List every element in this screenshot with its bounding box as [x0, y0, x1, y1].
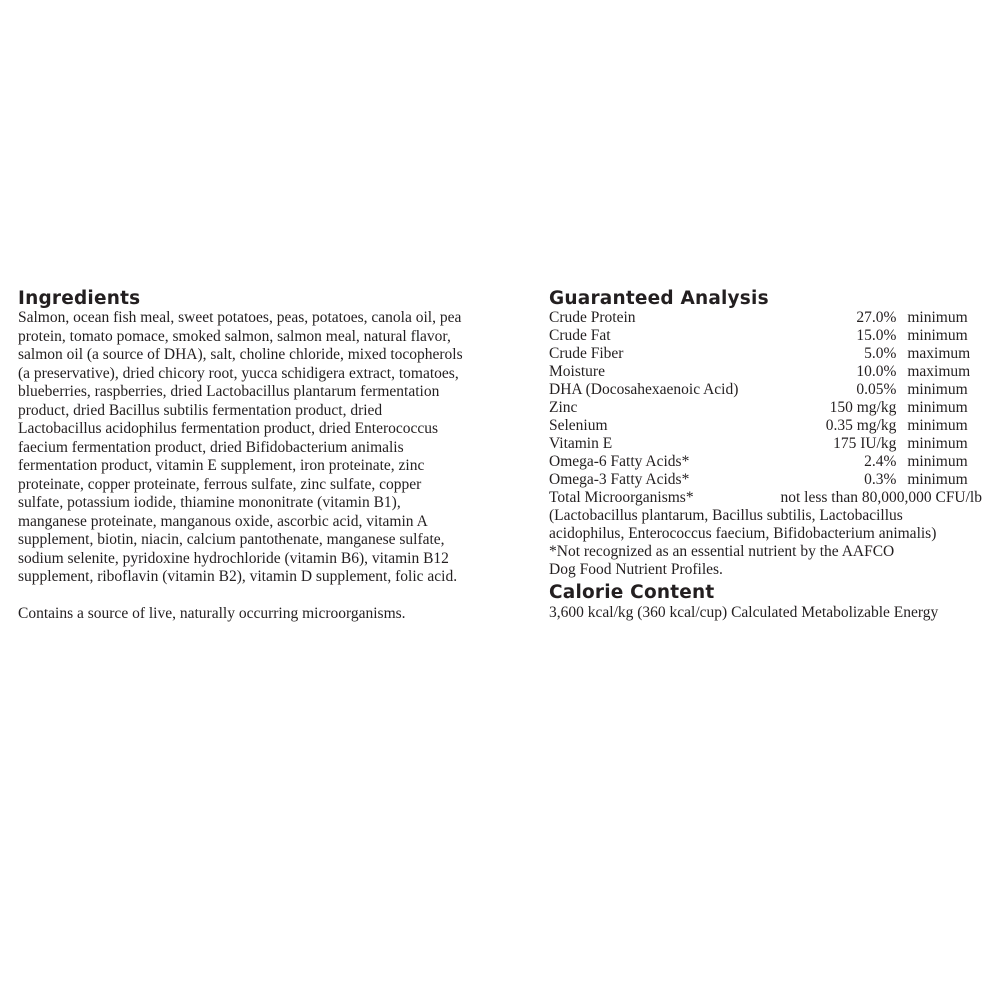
ingredients-line: supplement, biotin, niacin, calcium pantothenate, manganese sulfate,: [18, 531, 445, 548]
ingredients-line: blueberries, raspberries, dried Lactobacillus plantarum fermentation: [18, 383, 440, 400]
ingredients-line: product, dried Bacillus subtilis fermentation product, dried: [18, 401, 383, 419]
guaranteed-analysis-section: [549, 289, 987, 622]
nutrient-value: 0.35 mg/kg: [825, 417, 897, 434]
microorganisms-detail-line: (Lactobacillus plantarum, Bacillus subtilis, Lactobacillus: [549, 507, 903, 524]
analysis-row: [549, 381, 987, 399]
nutrient-qualifier: minimum: [907, 417, 968, 434]
nutrient-name: DHA (Docosahexaenoic Acid): [549, 381, 739, 398]
nutrient-qualifier: minimum: [907, 381, 968, 398]
nutrient-qualifier: minimum: [907, 471, 968, 488]
ingredients-line: (a preservative), dried chicory root, yucca schidigera extract, tomatoes,: [18, 364, 459, 382]
nutrient-name: Selenium: [549, 417, 608, 434]
nutrient-value: 27.0%: [856, 309, 897, 326]
ingredients-line: manganese proteinate, manganous oxide, ascorbic acid, vitamin A: [18, 512, 428, 530]
nutrient-name: Omega-3 Fatty Acids*: [549, 471, 690, 488]
nutrient-name: Omega-6 Fatty Acids*: [549, 453, 690, 470]
analysis-table: [549, 309, 987, 507]
ingredients-heading: Ingredients: [18, 288, 141, 309]
footnote-line: *Not recognized as an essential nutrient by the AAFCO: [549, 543, 895, 560]
footnote-line: Dog Food Nutrient Profiles.: [549, 561, 723, 578]
guaranteed-analysis-heading: Guaranteed Analysis: [549, 288, 769, 309]
ingredients-line: sodium selenite, pyridoxine hydrochloride (vitamin B6), vitamin B12: [18, 549, 449, 567]
microorganisms-note: Contains a source of live, naturally occurring microorganisms.: [18, 605, 406, 622]
nutrient-value: 0.05%: [856, 381, 897, 398]
nutrient-name: Zinc: [549, 399, 578, 416]
ingredients-section: [18, 289, 538, 624]
analysis-row: [549, 327, 987, 345]
nutrient-value: 10.0%: [856, 363, 897, 380]
nutrient-name: Crude Protein: [549, 309, 636, 326]
nutrient-name: Crude Fiber: [549, 345, 624, 362]
analysis-row: [549, 363, 987, 381]
ingredients-line: salmon oil (a source of DHA), salt, choline chloride, mixed tocopherols: [18, 346, 463, 363]
calorie-content-text: 3,600 kcal/kg (360 kcal/cup) Calculated Metabolizable Energy: [549, 604, 939, 621]
nutrient-qualifier: minimum: [907, 399, 968, 416]
ingredients-line: supplement, riboflavin (vitamin B2), vitamin D supplement, folic acid.: [18, 568, 458, 585]
nutrient-name: Total Microorganisms*: [549, 489, 694, 506]
ingredients-list: [18, 309, 538, 587]
calorie-content-heading: Calorie Content: [549, 582, 715, 603]
ingredients-line: faecium fermentation product, dried Bifidobacterium animalis: [18, 438, 404, 456]
nutrient-value: 15.0%: [856, 327, 897, 344]
nutrient-value: not less than 80,000,000 CFU/lb: [780, 489, 982, 506]
analysis-row: [549, 435, 987, 453]
aafco-footnote: [549, 543, 987, 579]
nutrient-qualifier: maximum: [907, 345, 971, 362]
nutrient-value: 2.4%: [864, 453, 897, 470]
analysis-row: [549, 345, 987, 363]
nutrient-qualifier: maximum: [907, 363, 971, 380]
ingredients-line: Salmon, ocean fish meal, sweet potatoes, peas, potatoes, canola oil, pea: [18, 309, 462, 326]
analysis-row: [549, 399, 987, 417]
analysis-row: [549, 471, 987, 489]
analysis-row: [549, 453, 987, 471]
nutrient-value: 5.0%: [864, 345, 897, 362]
analysis-row-microorganisms: [549, 489, 987, 507]
nutrient-value: 0.3%: [864, 471, 897, 488]
nutrient-name: Crude Fat: [549, 327, 611, 344]
microorganisms-detail-line: acidophilus, Enterococcus faecium, Bifidobacterium animalis): [549, 525, 937, 542]
ingredients-line: fermentation product, vitamin E supplement, iron proteinate, zinc: [18, 457, 425, 474]
ingredients-line: protein, tomato pomace, smoked salmon, salmon meal, natural flavor,: [18, 327, 451, 345]
ingredients-line: proteinate, copper proteinate, ferrous sulfate, zinc sulfate, copper: [18, 475, 422, 493]
ingredients-line: sulfate, potassium iodide, thiamine mononitrate (vitamin B1),: [18, 494, 401, 511]
nutrient-qualifier: minimum: [907, 435, 968, 452]
nutrient-qualifier: minimum: [907, 327, 968, 344]
nutrient-value: 175 IU/kg: [833, 435, 897, 452]
analysis-row: [549, 309, 987, 327]
nutrient-name: Vitamin E: [549, 435, 613, 452]
nutrient-name: Moisture: [549, 363, 605, 380]
microorganisms-detail: [549, 507, 987, 543]
nutrient-value: 150 mg/kg: [829, 399, 897, 416]
nutrient-qualifier: minimum: [907, 309, 968, 326]
ingredients-line: Lactobacillus acidophilus fermentation product, dried Enterococcus: [18, 420, 439, 437]
nutrient-qualifier: minimum: [907, 453, 968, 470]
analysis-row: [549, 417, 987, 435]
